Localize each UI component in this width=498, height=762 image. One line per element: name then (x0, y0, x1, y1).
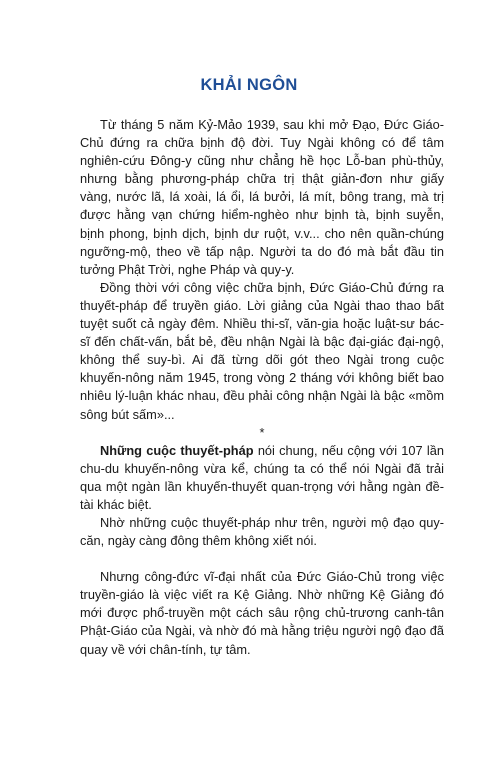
paragraph-1: Từ tháng 5 năm Kỷ-Mảo 1939, sau khi mở Đạo, Đức Giáo-Chủ đứng ra chữa bịnh độ đời. Tuy Ngài không có để tâm nghiên-cứu Đông-y cũng như chẳng hề học Lỗ-ban phù-thủy, nhưng bằng phương-pháp chữa trị thật giản-đơn như giấy vàng, nước lã, lá xoài, lá ổi, lá bưởi, lá mít, bông trang, mà trị được hằng vạn chứng hiểm-nghèo như bịnh tà, bịnh suyễn, bịnh phong, bịnh dịch, bịnh dư ruột, v.v... cho nên quần-chúng ngưỡng-mộ, theo về tấp nập. Người ta do đó mà bắt đầu tin tưởng Phật Trời, nghe Pháp và quy-y. (80, 117, 444, 277)
paragraph-3-lead: Những cuộc thuyết-pháp (100, 442, 254, 458)
section-separator: * (259, 424, 265, 440)
body-text (80, 116, 444, 659)
paragraph-3-text: nói chung, nếu cộng với 107 lần chu-du khuyến-nông vừa kể, chúng ta có thể nói Ngài đã trải qua một ngàn lần khuyến-thuyết quan-trọng với hằng ngàn đề-tài khác biệt. (80, 442, 444, 512)
paragraph-3 (80, 442, 444, 514)
page-title: KHẢI NGÔN (200, 76, 298, 94)
paragraph-4: Nhờ những cuộc thuyết-pháp như trên, người mộ đạo quy-căn, ngày càng đông thêm không xiết nói. (80, 514, 444, 549)
paragraph-5: Nhưng công-đức vĩ-đại nhất của Đức Giáo-Chủ trong việc truyền-giáo là việc viết ra Kệ Giảng. Nhờ những Kệ Giảng đó mới được phổ-truyền một cách sâu rộng chủ-trương canh-tân Phật-Giáo của Ngài, và nhờ đó mà hằng triệu người ngộ đạo đã quay về với chân-tính, tự tâm. (80, 569, 444, 657)
paragraph-2: Đồng thời với công việc chữa bịnh, Đức Giáo-Chủ đứng ra thuyết-pháp để truyền giáo. Lời giảng của Ngài thao thao bất tuyệt suốt cả ngày đêm. Nhiều thi-sĩ, văn-gia hoặc luật-sư bác-sĩ đến chất-vấn, bắt bẻ, đều nhận Ngài là bậc đại-giác đại-ngộ, không thể suy-bì. Ai đã từng dõi gót theo Ngài trong cuộc khuyến-nông năm 1945, trong vòng 2 tháng với không biết bao nhiêu lý-luận khác nhau, đều phải công nhận Ngài là bậc «mồm sông bút sấm»... (80, 279, 444, 422)
